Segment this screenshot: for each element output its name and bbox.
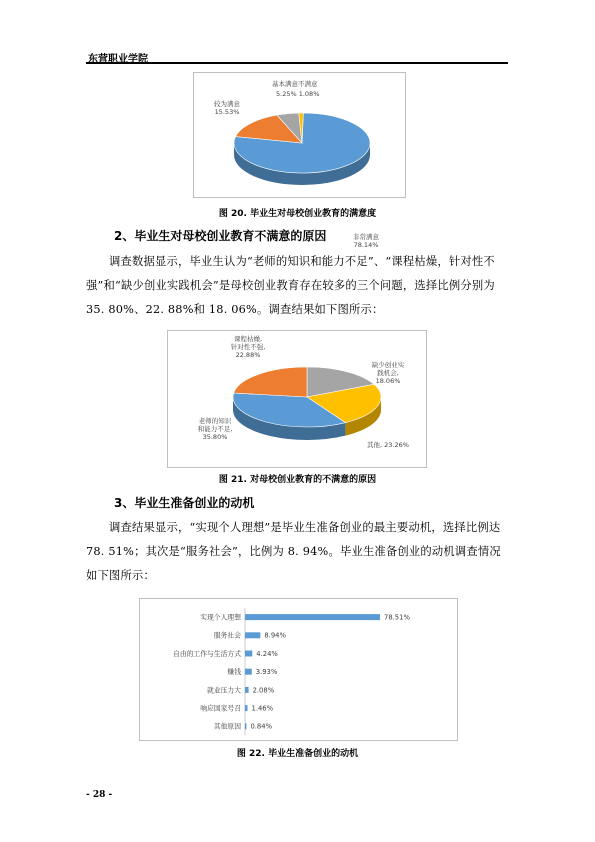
bar-chart-motivations (140, 599, 457, 740)
bar-value-label-2: 4.24% (256, 649, 278, 658)
figure-22-caption: 图 22. 毕业生准备创业的动机 (236, 749, 359, 759)
figure-21-chart (167, 330, 427, 468)
fig20-label-0-0: 非常满意 (353, 233, 379, 241)
bar-6 (245, 723, 246, 729)
fig21-label-1-1: 践机会, (377, 369, 399, 377)
fig20-label-2-0: 基本满意不满意 (272, 80, 318, 88)
bar-5 (245, 705, 248, 711)
bar-value-label-3: 3.93% (255, 668, 278, 677)
fig20-label-1-1: 15.53% (214, 108, 240, 116)
figure-20-caption: 图 20. 毕业生对母校创业教育的满意度 (218, 209, 377, 219)
bar-value-label-4: 2.08% (252, 686, 275, 695)
header-rule (86, 62, 508, 64)
section-3-paragraph: 调查结果显示，“实现个人理想”是毕业生准备创业的最主要动机，选择比例达 78. 51%；其次是“服务社会”，比例为 8. 94%。毕业生准备创业的动机调查情况如下图所示： (86, 521, 501, 582)
bar-4 (245, 687, 249, 693)
bar-value-label-6: 0.84% (250, 722, 273, 731)
bar-category-label-0: 实现个人理想 (200, 613, 241, 622)
fig20-label-0-1: 78.14% (353, 241, 379, 249)
fig21-label-0-0: 课程枯燥, (233, 335, 263, 343)
section-2-heading: 2、毕业生对母校创业教育不满意的原因 (114, 229, 327, 243)
fig21-label-1-2: 18.06% (375, 377, 401, 385)
bar-category-label-4: 就业压力大 (207, 686, 241, 695)
bar-category-label-6: 其他原因 (213, 722, 241, 731)
fig21-label-0-1: 针对性不强, (230, 343, 266, 351)
fig20-label-3-0: 5.25% 1.08% (276, 90, 320, 98)
page-header-title: 东营职业学院 (88, 54, 148, 65)
fig21-label-3-1: 和能力不足, (197, 425, 233, 433)
section-2-paragraph: 调查数据显示，毕业生认为“老师的知识和能力不足”、“课程枯燥，针对性不强”和“缺少创业实践机会”是母校创业教育存在较多的三个问题，选择比例分别为 35. 80%、22. 88%和 18. 06%。调查结果如下图所示： (86, 255, 495, 316)
bar-2 (245, 651, 252, 657)
section-3-heading: 3、毕业生准备创业的动机 (114, 496, 255, 510)
fig20-label-1-0: 较为满意 (214, 100, 240, 108)
bar-category-label-2: 自由的工作与生活方式 (173, 649, 241, 658)
bar-0 (245, 614, 380, 620)
bar-category-label-1: 服务社会 (213, 631, 241, 640)
fig21-label-0-2: 22.88% (235, 351, 261, 359)
figure-22-chart (139, 598, 458, 741)
bar-value-label-5: 1.46% (251, 704, 274, 713)
fig21-label-3-0: 老师的知识 (198, 417, 232, 425)
bar-1 (245, 632, 260, 638)
bar-value-label-1: 8.94% (264, 631, 286, 640)
pie-chart-dissatisfaction-reasons (168, 331, 426, 467)
fig21-label-3-2: 35.80% (202, 433, 228, 441)
bar-value-label-0: 78.51% (384, 613, 410, 622)
page-number: - 28 - (86, 790, 113, 800)
figure-21-caption: 图 21. 对母校创业教育的不满意的原因 (218, 475, 377, 485)
bar-category-label-3: 赚钱 (227, 668, 241, 677)
fig21-label-2-0: 其他, 23.26% (367, 441, 409, 449)
bar-category-label-5: 响应国家号召 (200, 704, 241, 713)
fig21-label-1-0: 缺少创业实 (371, 361, 405, 369)
fig21-slice-3 (234, 367, 307, 397)
bar-3 (245, 669, 252, 675)
